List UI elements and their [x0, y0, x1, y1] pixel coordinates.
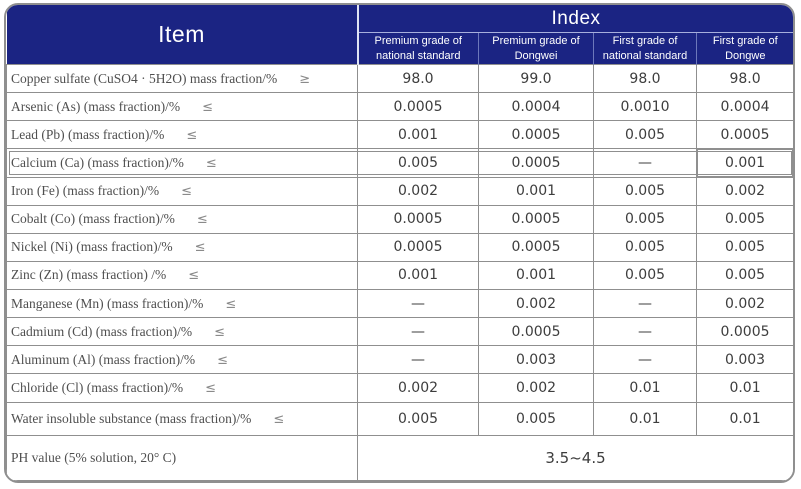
cell-value: 0.01: [594, 374, 697, 402]
row-label: PH value (5% solution, 20° C): [11, 449, 177, 465]
cell-value: 0.0005: [479, 121, 594, 149]
lte-symbol: ≤: [273, 411, 285, 427]
cell-value: —: [358, 290, 479, 318]
row-label: Manganese (Mn) (mass fraction)/%: [11, 295, 204, 311]
lte-symbol: ≤: [217, 352, 228, 368]
cell-value: 98.0: [594, 65, 697, 93]
lte-symbol: ≤: [196, 212, 208, 228]
cell-value: 0.002: [358, 177, 479, 205]
item-column-header: Item: [7, 5, 358, 65]
row-label: Calcium (Ca) (mass fraction)/%: [11, 154, 184, 170]
table-row-calcium-highlighted: [7, 149, 794, 177]
cell-value-selected: 0.001: [697, 149, 794, 177]
cell-value: 0.0005: [479, 233, 594, 261]
table-row-chloride: [7, 374, 794, 402]
table-row-copper-sulfate: [7, 65, 794, 93]
cell-value: 0.005: [594, 177, 697, 205]
row-label: Chloride (Cl) (mass fraction)/%: [11, 379, 184, 395]
table-row-water-insoluble: [7, 402, 794, 435]
cell-value: 0.005: [594, 233, 697, 261]
cell-value: 98.0: [697, 65, 794, 93]
cell-value: —: [594, 318, 697, 346]
cell-value: 0.001: [358, 121, 479, 149]
table-row-zinc: [7, 261, 794, 289]
lte-symbol: ≤: [225, 296, 237, 312]
cell-value: 0.0010: [594, 93, 697, 121]
table-row-arsenic: [7, 93, 794, 121]
table-row-aluminum: [7, 346, 794, 374]
row-label: Nickel (Ni) (mass fraction)/%: [11, 239, 173, 255]
cell-value: 0.0005: [358, 205, 479, 233]
row-label: Arsenic (As) (mass fraction)/%: [11, 98, 181, 114]
cell-value: 0.0005: [479, 318, 594, 346]
cell-value: 0.002: [697, 290, 794, 318]
cell-value: 0.0005: [358, 93, 479, 121]
cell-value: —: [358, 318, 479, 346]
cell-value: —: [594, 346, 697, 374]
table-row-cadmium: [7, 318, 794, 346]
lte-symbol: ≤: [186, 127, 198, 143]
lte-symbol: ≤: [205, 380, 216, 396]
cell-value: 0.0004: [697, 93, 794, 121]
cell-value: 0.005: [594, 121, 697, 149]
cell-value: 0.003: [479, 346, 594, 374]
cell-value: 0.005: [358, 149, 479, 177]
table-row-manganese: [7, 290, 794, 318]
cell-value: 0.001: [358, 261, 479, 289]
header-row-main: [7, 5, 794, 33]
cell-value: 0.001: [479, 261, 594, 289]
cell-value: 0.005: [358, 402, 479, 435]
col-header-premium-dongwei: Premium grade of Dongwei: [479, 33, 594, 65]
cell-value: 0.002: [697, 177, 794, 205]
index-column-header: Index: [358, 5, 794, 33]
cell-value: 0.005: [697, 261, 794, 289]
cell-value: 0.003: [697, 346, 794, 374]
cell-value: 99.0: [479, 65, 594, 93]
cell-value: 0.0005: [479, 149, 594, 177]
cell-value: 0.005: [479, 402, 594, 435]
cell-value: 0.0005: [697, 121, 794, 149]
copper-sulfate-spec-table: [6, 5, 794, 481]
cell-value: 0.001: [479, 177, 594, 205]
cell-value: 0.005: [697, 233, 794, 261]
cell-value: —: [358, 346, 479, 374]
gte-symbol: ≥: [299, 71, 311, 87]
table-row-iron: [7, 177, 794, 205]
table-row-ph-value: [7, 435, 794, 480]
cell-value: —: [594, 290, 697, 318]
cell-value: 0.01: [697, 374, 794, 402]
cell-value: 0.005: [594, 205, 697, 233]
cell-value: 0.005: [697, 205, 794, 233]
col-header-premium-national: Premium grade of national standard: [358, 33, 479, 65]
cell-value: —: [594, 149, 697, 177]
table-row-cobalt: [7, 205, 794, 233]
row-label: Zinc (Zn) (mass fraction) /%: [11, 267, 167, 283]
lte-symbol: ≤: [202, 99, 213, 115]
lte-symbol: ≤: [214, 324, 225, 340]
table-row-nickel: [7, 233, 794, 261]
cell-value: 0.002: [479, 290, 594, 318]
cell-value: 0.002: [358, 374, 479, 402]
cell-value: 0.005: [594, 261, 697, 289]
table-row-lead: [7, 121, 794, 149]
cell-value: 0.0004: [479, 93, 594, 121]
col-header-first-dongwe: First grade of Dongwe: [697, 33, 794, 65]
cell-value: 0.0005: [697, 318, 794, 346]
row-label: Water insoluble substance (mass fraction)/%: [11, 410, 252, 426]
row-label: Cadmium (Cd) (mass fraction)/%: [11, 323, 193, 339]
row-label: Iron (Fe) (mass fraction)/%: [11, 183, 160, 199]
cell-value: 0.0005: [479, 205, 594, 233]
cell-value: 0.0005: [358, 233, 479, 261]
lte-symbol: ≤: [205, 155, 217, 171]
row-label: Copper sulfate (CuSO4 · 5H2O) mass fraction/%: [11, 70, 278, 86]
spec-table-container: [4, 3, 795, 483]
row-label: Cobalt (Co) (mass fraction)/%: [11, 211, 175, 227]
cell-value: 0.01: [594, 402, 697, 435]
row-label: Aluminum (Al) (mass fraction)/%: [11, 351, 196, 367]
col-header-first-national: First grade of national standard: [594, 33, 697, 65]
lte-symbol: ≤: [194, 240, 206, 256]
cell-value: 0.002: [479, 374, 594, 402]
lte-symbol: ≤: [188, 268, 200, 284]
ph-value-cell: 3.5~4.5: [358, 435, 794, 480]
cell-value: 98.0: [358, 65, 479, 93]
lte-symbol: ≤: [181, 184, 192, 200]
row-label: Lead (Pb) (mass fraction)/%: [11, 126, 165, 142]
cell-value: 0.01: [697, 402, 794, 435]
